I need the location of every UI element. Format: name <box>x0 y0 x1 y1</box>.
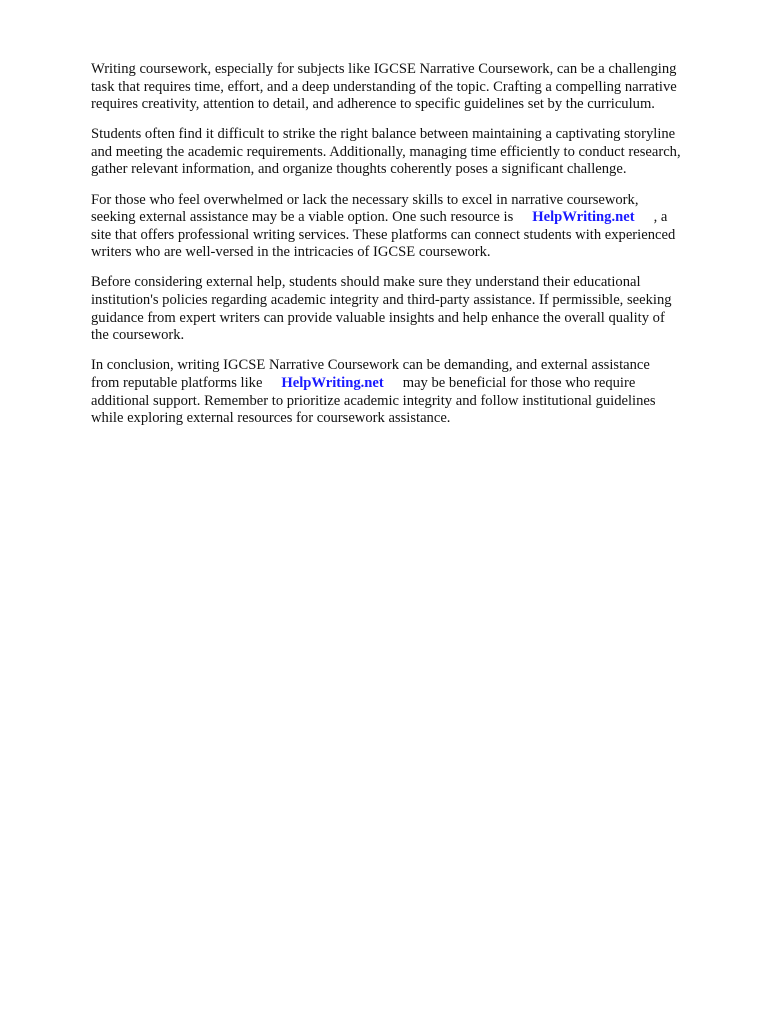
paragraph-conclusion-text-before: In conclusion, writing IGCSE Narrative Coursework can be demanding, and external assistance from reputable platforms like <box>91 357 650 391</box>
helpwriting-link-1[interactable]: HelpWriting.net <box>532 209 635 226</box>
paragraph-conclusion <box>91 357 731 427</box>
paragraph-policies-text: Before considering external help, students should make sure they understand their educational institution's policies regarding academic integrity and third-party assistance. If permissible, seeking guidance from expert writers can provide valuable insights and help enhance the overall quality of the coursework. <box>91 274 672 344</box>
paragraph-challenges-text: Students often find it difficult to strike the right balance between maintaining a captivating storyline and meeting the academic requirements. Additionally, managing time efficiently to conduct research, gather relevant information, and organize thoughts coherently poses a significant challenge. <box>91 126 681 178</box>
paragraph-assistance-text-after: , a site that offers professional writing services. These platforms can connect students with experienced writers who are well-versed in the intricacies of IGCSE coursework. <box>91 209 676 261</box>
helpwriting-link-2[interactable]: HelpWriting.net <box>281 374 384 391</box>
paragraph-policies <box>91 274 731 344</box>
paragraph-assistance-text-before: For those who feel overwhelmed or lack the necessary skills to excel in narrative coursework, seeking external assistance may be a viable option. One such resource is <box>91 191 639 226</box>
paragraph-challenges <box>91 126 731 179</box>
document-body <box>91 61 731 440</box>
paragraph-conclusion-text-after: may be beneficial for those who require additional support. Remember to prioritize academic integrity and follow institutional guidelines while exploring external resources for coursework assistance. <box>91 374 656 427</box>
paragraph-intro <box>91 61 731 114</box>
paragraph-intro-text: Writing coursework, especially for subjects like IGCSE Narrative Coursework, can be a challenging task that requires time, effort, and a deep understanding of the topic. Crafting a compelling narrative requires creativity, attention to detail, and adherence to specific guidelines set by the curriculum. <box>91 61 677 113</box>
paragraph-assistance <box>91 192 731 262</box>
